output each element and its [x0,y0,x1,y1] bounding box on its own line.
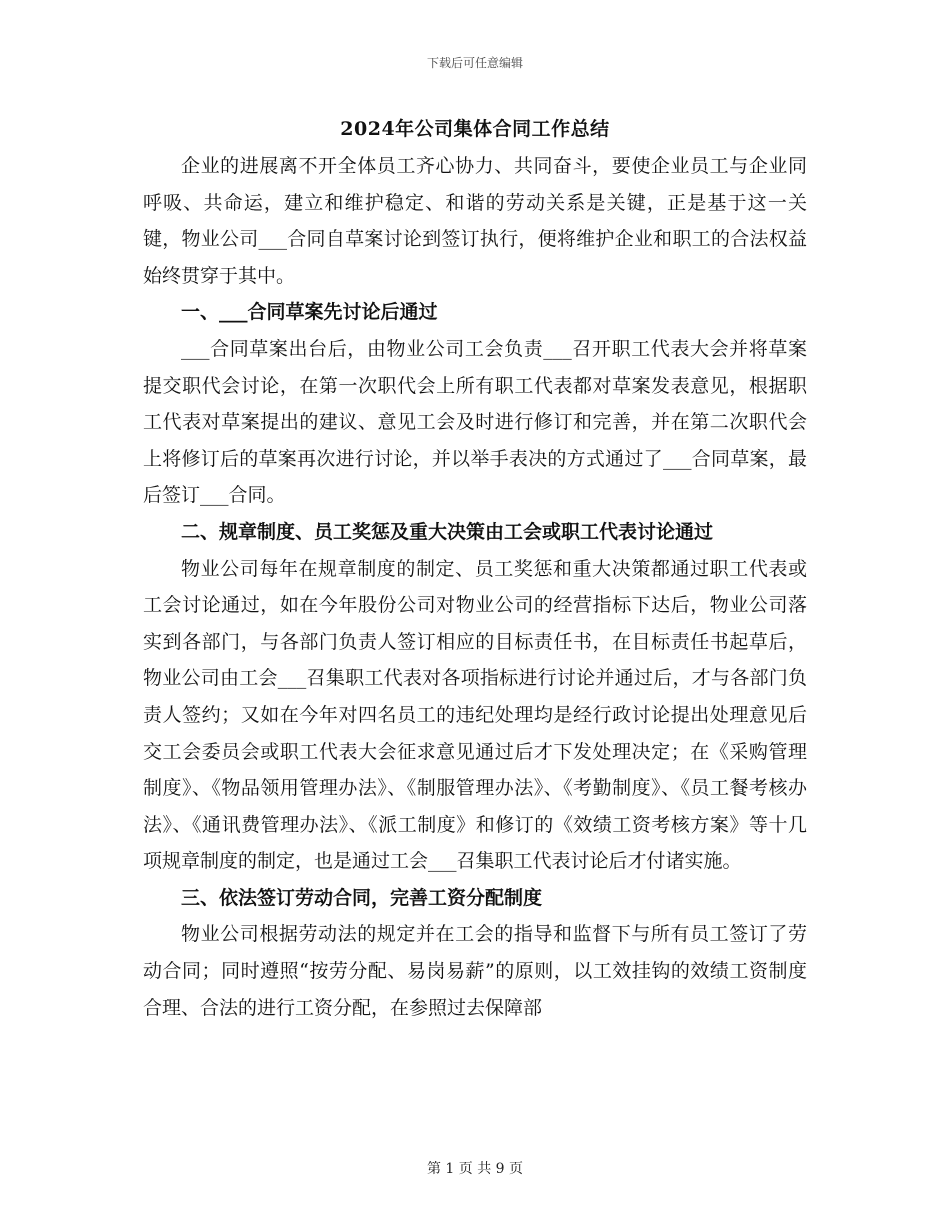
section-1-paragraph: ___合同草案出台后，由物业公司工会负责___召开职工代表大会并将草案提交职代会讨论，在第一次职代会上所有职工代表都对草案发表意见，根据职工代表对草案提出的建议、意见工会及时进行修订和完善，并在第二次职代会上将修订后的草案再次进行讨论，并以举手表决的方式通过了___合同草案，最后签订___合同。 [143,337,807,507]
page-header-note: 下载后可任意编辑 [426,56,523,70]
section-3-heading: 三、依法签订劳动合同，完善工资分配制度 [181,886,543,909]
page-footer: 第 1 页 共 9 页 [426,1161,524,1177]
document-body [143,148,807,1026]
section-3-paragraph: 物业公司根据劳动法的规定并在工会的指导和监督下与所有员工签订了劳动合同；同时遵照“按劳分配、易岗易薪”的原则，以工效挂钩的效绩工资制度合理、合法的进行工资分配，在参照过去保障部 [143,923,807,1019]
section-2-heading: 二、规章制度、员工奖惩及重大决策由工会或职工代表讨论通过 [181,520,714,543]
intro-paragraph: 企业的进展离不开全体员工齐心协力、共同奋斗，要使企业员工与企业同呼吸、共命运，建立和维护稳定、和谐的劳动关系是关键，正是基于这一关键，物业公司___合同自草案讨论到签订执行，便将维护企业和职工的合法权益始终贯穿于其中。 [143,155,807,287]
document-title: 2024年公司集体合同工作总结 [340,118,610,140]
section-1-heading: 一、___合同草案先讨论后通过 [181,301,438,324]
section-2-paragraph: 物业公司每年在规章制度的制定、员工奖惩和重大决策都通过职工代表或工会讨论通过，如在今年股份公司对物业公司的经营指标下达后，物业公司落实到各部门，与各部门负责人签订相应的目标责任书，在目标责任书起草后，物业公司由工会___召集职工代表对各项指标进行讨论并通过后，才与各部门负责人签约；又如在今年对四名员工的违纪处理均是经行政讨论提出处理意见后交工会委员会或职工代表大会征求意见通过后才下发处理决定；在《采购管理制度》、《物品领用管理办法》、《制服管理办法》、《考勤制度》、《员工餐考核办法》、《通讯费管理办法》、《派工制度》和修订的《效绩工资考核方案》等十几项规章制度的制定，也是通过工会___召集职工代表讨论后才付诸实施。 [143,557,807,873]
